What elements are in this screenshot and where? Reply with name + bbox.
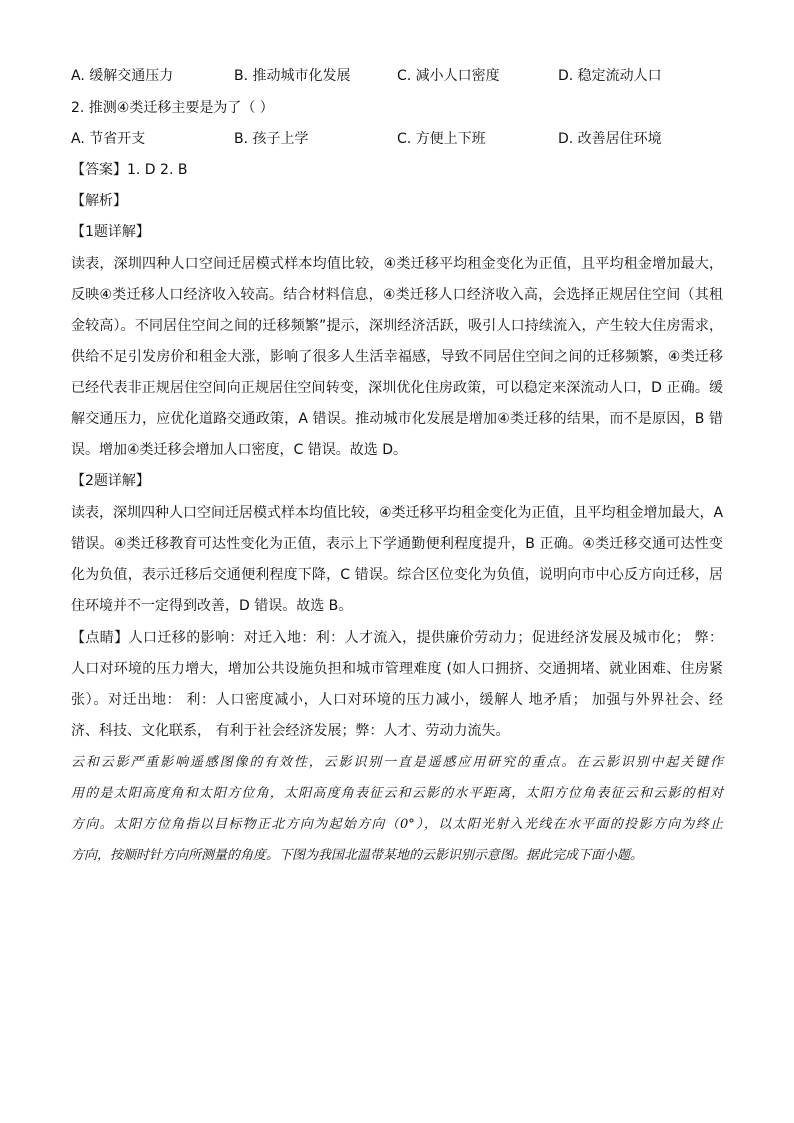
answer-value: 1. D 2. B <box>127 162 188 178</box>
q1-detail-line: 金较高）。不同居住空间之间的迁移频繁”提示，深圳经济活跃，吸引人口持续流入，产生较大住房需求， <box>71 318 723 334</box>
passage-line: 方向，按顺时针方向所测量的角度。下图为我国北温带某地的云影识别示意图。据此完成下面小题。 <box>71 848 644 863</box>
q1-detail-line: 解交通压力，应优化道路交通政策，A 错误。推动城市化发展是增加④类迁移的结果，而不是原因，B 错 <box>71 411 723 427</box>
q2-detail-line: 化为负值，表示迁移后交通便利程度下降，C 错误。综合区位变化为负值，说明向市中心反方向迁移，居 <box>71 567 723 583</box>
q2-option-a[interactable]: A. 节省开支 <box>71 131 146 147</box>
q1-detail-line: 供给不足引发房价和租金大涨，影响了很多人生活幸福感，导致不同居住空间之间的迁移频繁，④类迁移 <box>71 349 723 365</box>
q1-detail-line: 读表，深圳四种人口空间迁居模式样本均值比较，④类迁移平均租金变化为正值，且平均租金增加最大， <box>71 256 723 272</box>
q1-detail-line: 已经代表非正规居住空间向正规居住空间转变，深圳优化住房政策，可以稳定来深流动人口，D 正确。缓 <box>71 380 723 396</box>
answer-label: 【答案】 <box>71 162 127 178</box>
q1-option-c[interactable]: C. 减小人口密度 <box>397 68 500 84</box>
q1-option-d[interactable]: D. 稳定流动人口 <box>558 68 662 84</box>
passage-line: 云和云影严重影响遥感图像的有效性，云影识别一直是遥感应用研究的重点。在云影识别中起关键作 <box>71 755 723 770</box>
q2-detail-line: 错误。④类迁移教育可达性变化为正值，表示上下学通勤便利程度提升，B 正确。④类迁移交通可达性变 <box>71 536 723 552</box>
q1-detail-heading: 【1题详解】 <box>71 224 150 240</box>
tip-line: 济、科技、文化联系， 有利于社会经济发展；弊：人才、劳动力流失。 <box>71 723 510 739</box>
tip-line: 张）。对迁出地： 利：人口密度减小，人口对环境的压力减小，缓解人 地矛盾； 加强与外界社会、经 <box>71 692 723 708</box>
q2-detail-line: 读表，深圳四种人口空间迁居模式样本均值比较，④类迁移平均租金变化为正值，且平均租金增加最大，A <box>71 505 724 521</box>
q2-option-b[interactable]: B. 孩子上学 <box>234 131 309 147</box>
analysis-label: 【解析】 <box>71 193 127 209</box>
tip-line: 人口对环境的压力增大，增加公共设施负担和城市管理难度 (如人口拥挤、交通拥堵、就业困难、住房紧 <box>71 661 723 677</box>
q1-detail-line: 误。增加④类迁移会增加人口密度，C 错误。故选 D。 <box>71 442 408 458</box>
tip-line: 【点睛】人口迁移的影响：对迁入地：利：人才流入，提供廉价劳动力；促进经济发展及城市化； 弊： <box>71 630 723 646</box>
q1-option-b[interactable]: B. 推动城市化发展 <box>234 68 351 84</box>
q2-detail-line: 住环境并不一定得到改善，D 错误。故选 B。 <box>71 598 353 614</box>
q1-option-a[interactable]: A. 缓解交通压力 <box>71 68 174 84</box>
q2-stem: 2. 推测④类迁移主要是为了（ ） <box>71 100 274 116</box>
q2-option-c[interactable]: C. 方便上下班 <box>397 131 486 147</box>
q1-detail-line: 反映④类迁移人口经济收入较高。结合材料信息，④类迁移人口经济收入高，会选择正规居住空间（其租 <box>71 287 723 303</box>
passage-line: 方向。太阳方位角指以目标物正北方向为起始方向（0°），以太阳光射入光线在水平面的投影方向为终止 <box>71 817 723 832</box>
q2-detail-heading: 【2题详解】 <box>71 473 150 489</box>
passage-line: 用的是太阳高度角和太阳方位角，太阳高度角表征云和云影的水平距离，太阳方位角表征云和云影的相对 <box>71 786 723 801</box>
q2-option-d[interactable]: D. 改善居住环境 <box>558 131 662 147</box>
answer-row <box>71 160 723 180</box>
